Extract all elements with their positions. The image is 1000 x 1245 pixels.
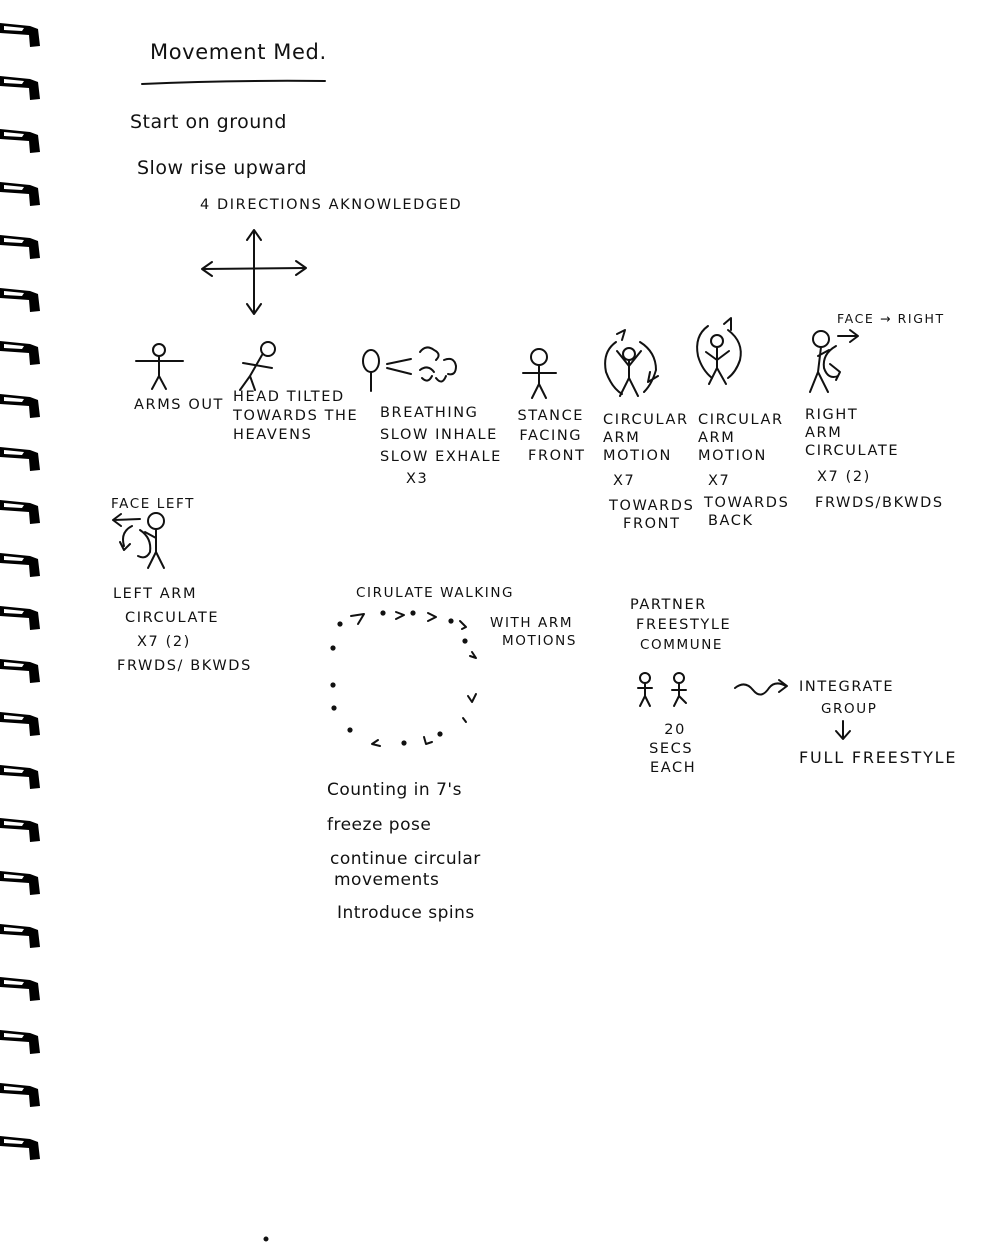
binding-ring xyxy=(0,974,44,1004)
binding-ring xyxy=(0,815,44,845)
partner-timing: 20 SECS EACH xyxy=(649,722,697,776)
face-right-annotation: FACE → RIGHT xyxy=(837,311,945,326)
binding-ring xyxy=(0,73,44,103)
pose-stance-caption: STANCE FACING FRONT xyxy=(517,408,586,464)
circle-walk-label: CIRULATE WALKING xyxy=(356,585,515,601)
head-tilted-figure-icon xyxy=(240,342,275,390)
binding-ring xyxy=(0,868,44,898)
circular-arm-back-figure-icon xyxy=(697,318,741,384)
pose-circular-front-caption: CIRCULAR ARM MOTION X7 TOWARDS FRONT xyxy=(603,412,695,532)
full-freestyle-label: FULL FREESTYLE xyxy=(799,748,958,767)
arms-out-figure-icon xyxy=(136,344,183,389)
pose-right-arm-caption: RIGHT ARM CIRCULATE X7 (2) FRWDS/BKWDS xyxy=(805,407,944,511)
binding-ring xyxy=(0,444,44,474)
binding-ring xyxy=(0,603,44,633)
binding-ring xyxy=(0,391,44,421)
binding-ring xyxy=(0,709,44,739)
note-movements: movements xyxy=(334,870,440,890)
circular-arm-front-figure-icon xyxy=(605,330,658,396)
page-title: Movement Med. xyxy=(150,40,327,64)
left-arm-caption: LEFT ARM CIRCULATE X7 (2) FRWDS/ BKWDS xyxy=(113,586,252,674)
right-arm-circulate-figure-icon xyxy=(810,330,858,392)
binding-ring xyxy=(0,1027,44,1057)
note-spins: Introduce spins xyxy=(337,903,475,923)
note-counting: Counting in 7's xyxy=(327,780,462,800)
binding-ring xyxy=(0,126,44,156)
binding-ring xyxy=(0,550,44,580)
pose-head-tilted-caption: HEAD TILTED TOWARDS THE HEAVENS xyxy=(233,389,359,443)
integrate-caption: INTEGRATE GROUP xyxy=(799,679,895,717)
step-start: Start on ground xyxy=(130,111,287,133)
binding-ring xyxy=(0,20,44,50)
stray-dot xyxy=(0,0,1,1)
binding-ring xyxy=(0,497,44,527)
binding-ring xyxy=(0,232,44,262)
pose-circular-back-caption: CIRCULAR ARM MOTION X7 TOWARDS BACK xyxy=(698,412,790,529)
binding-ring xyxy=(0,338,44,368)
step-rise: Slow rise upward xyxy=(137,157,308,179)
binding-ring xyxy=(0,921,44,951)
binding-ring xyxy=(0,1080,44,1110)
binding-ring xyxy=(0,762,44,792)
note-continue: continue circular xyxy=(330,849,481,869)
binding-ring xyxy=(0,179,44,209)
binding-ring xyxy=(0,656,44,686)
pose-breathing-caption: BREATHING SLOW INHALE SLOW EXHALE X3 xyxy=(380,405,502,487)
stance-figure-icon xyxy=(523,349,556,398)
partner-caption: PARTNER FREESTYLE COMMUNE xyxy=(630,597,732,653)
breathing-figure-icon xyxy=(363,347,456,391)
face-left-annotation: FACE LEFT xyxy=(111,496,195,512)
binding-ring xyxy=(0,285,44,315)
pose-arms-out-caption: ARMS OUT xyxy=(134,397,225,413)
note-freeze: freeze pose xyxy=(327,815,432,835)
circle-walk-sublabel: WITH ARM MOTIONS xyxy=(490,615,577,649)
directions-label: 4 DIRECTIONS AKNOWLEDGED xyxy=(200,197,463,213)
binding-ring xyxy=(0,1133,44,1163)
